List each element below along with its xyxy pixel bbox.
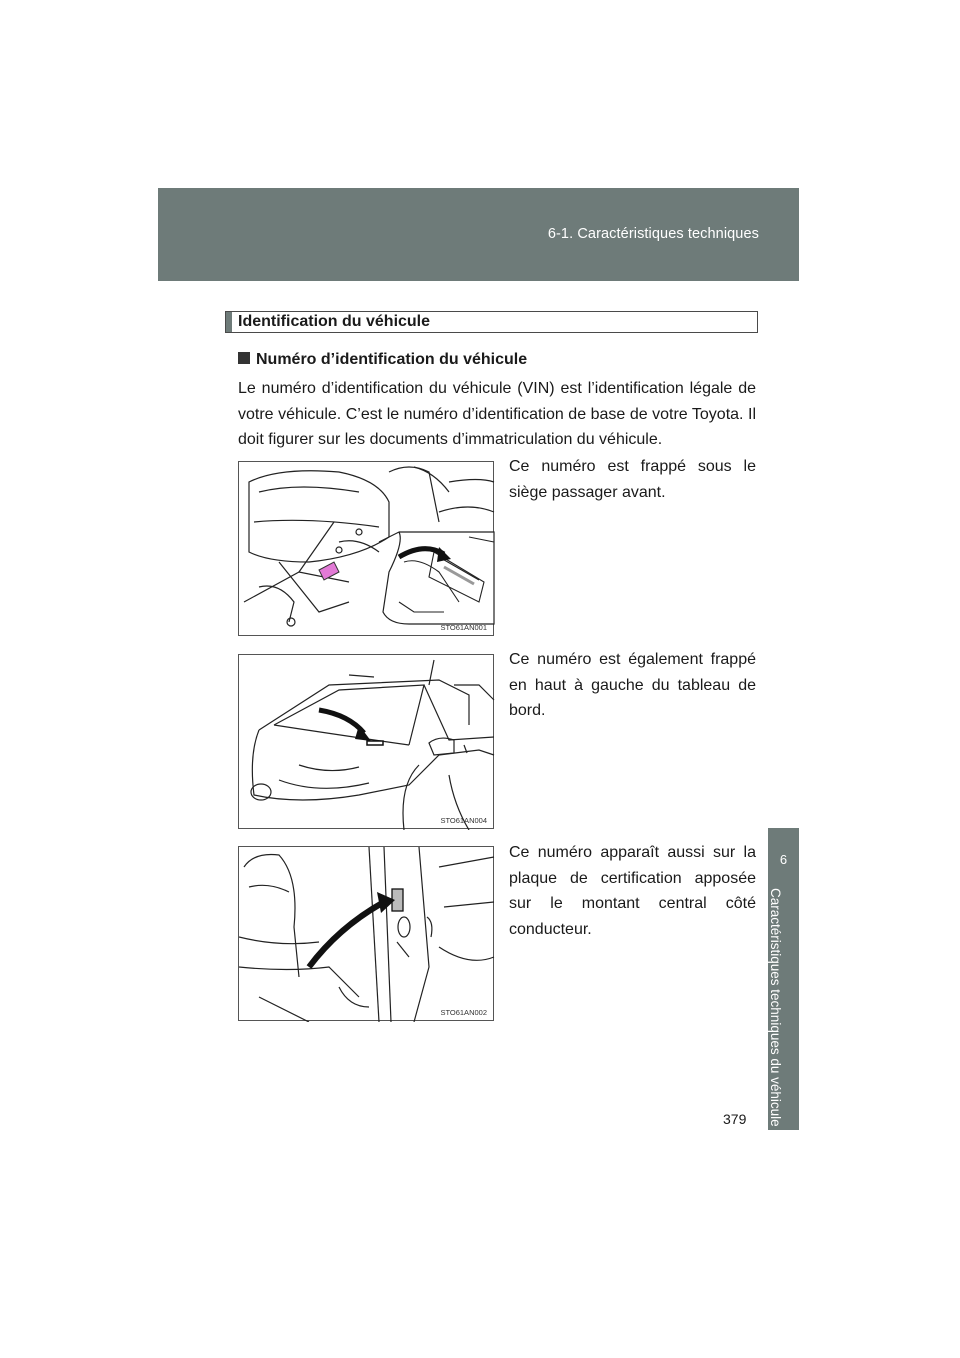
figure-code: STO61AN001 — [440, 623, 487, 632]
figure-dashboard — [238, 654, 494, 829]
side-tab-label: Caractéristiques techniques du véhicule — [768, 888, 783, 1127]
car-illustration — [239, 655, 495, 830]
section-title-box — [225, 311, 758, 333]
section-title: Identification du véhicule — [238, 313, 431, 330]
figure-caption: Ce numéro est également frappé en haut à gauche du tableau de bord. — [509, 651, 756, 719]
page-number: 379 — [723, 1111, 747, 1127]
section-title-accent — [226, 312, 232, 332]
pillar-illustration — [239, 847, 495, 1022]
intro-paragraph: Le numéro d’identification du véhicule (VIN) est l’identification légale de votre véhicule. C’est le numéro d’identification de base de votre Toyota. Il doit figurer sur les documents d’immatriculation du véhicule. — [238, 380, 756, 448]
subheading — [238, 351, 527, 369]
chapter-header-band — [158, 188, 799, 281]
chapter-title: 6-1. Caractéristiques techniques — [547, 226, 759, 242]
figure-pillar — [238, 846, 494, 1021]
side-tab-number: 6 — [779, 852, 788, 867]
seat-illustration — [239, 462, 495, 637]
figure-caption: Ce numéro apparaît aussi sur la plaque de certification apposée sur le montant central côté conducteur. — [509, 844, 756, 938]
figure-code: STO61AN004 — [440, 816, 487, 825]
subheading-text: Numéro d’identification du véhicule — [256, 351, 528, 368]
figure-code: STO61AN002 — [440, 1008, 487, 1017]
figure-caption: Ce numéro est frappé sous le siège passager avant. — [509, 458, 756, 501]
square-bullet-icon — [238, 352, 250, 364]
figure-seat — [238, 461, 494, 636]
chapter-side-tab[interactable] — [768, 828, 799, 1130]
